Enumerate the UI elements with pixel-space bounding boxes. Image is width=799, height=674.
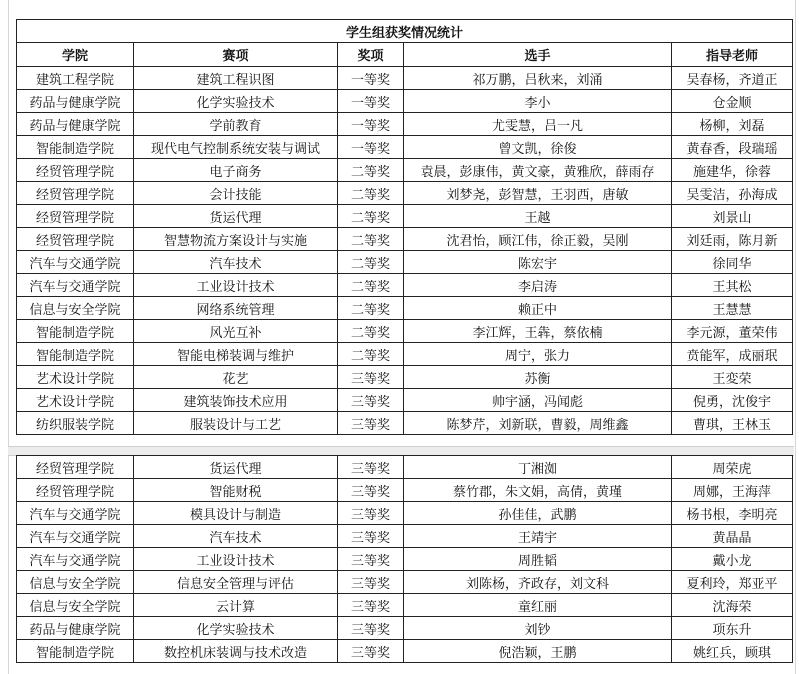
cell-advisors: 项东升 bbox=[672, 617, 793, 640]
table-row bbox=[17, 251, 793, 274]
cell-college: 智能制造学院 bbox=[17, 343, 134, 366]
cell-college: 建筑工程学院 bbox=[17, 67, 134, 90]
cell-contestants: 刘钞 bbox=[404, 617, 672, 640]
cell-advisors: 王慧慧 bbox=[672, 297, 793, 320]
cell-event: 花艺 bbox=[134, 366, 338, 389]
cell-advisors: 沈海荣 bbox=[672, 594, 793, 617]
cell-college: 艺术设计学院 bbox=[17, 366, 134, 389]
cell-contestants: 尤雯慧，吕一凡 bbox=[404, 113, 672, 136]
cell-event: 建筑工程识图 bbox=[134, 67, 338, 90]
cell-advisors: 夏利玲，郑亚平 bbox=[672, 571, 793, 594]
cell-contestants: 王靖宇 bbox=[404, 525, 672, 548]
cell-contestants: 王越 bbox=[404, 205, 672, 228]
cell-event: 现代电气控制系统安装与调试 bbox=[134, 136, 338, 159]
table-row bbox=[17, 159, 793, 182]
cell-advisors: 吴雯洁，孙海成 bbox=[672, 182, 793, 205]
cell-advisors: 刘廷雨，陈月新 bbox=[672, 228, 793, 251]
cell-college: 经贸管理学院 bbox=[17, 205, 134, 228]
table-row bbox=[17, 136, 793, 159]
cell-advisors: 杨书根，李明亮 bbox=[672, 502, 793, 525]
table-row bbox=[17, 502, 793, 525]
cell-college: 药品与健康学院 bbox=[17, 90, 134, 113]
cell-contestants: 倪浩颖，王鹏 bbox=[404, 640, 672, 663]
table-row bbox=[17, 594, 793, 617]
cell-contestants: 周胜韬 bbox=[404, 548, 672, 571]
cell-award: 三等奖 bbox=[338, 412, 404, 435]
table-row bbox=[17, 205, 793, 228]
cell-event: 智能财税 bbox=[134, 479, 338, 502]
cell-contestants: 刘陈杨，齐政存，刘文科 bbox=[404, 571, 672, 594]
cell-advisors: 黄春香，段瑞瑶 bbox=[672, 136, 793, 159]
header-event: 赛项 bbox=[134, 43, 338, 67]
table-title: 学生组获奖情况统计 bbox=[17, 20, 793, 43]
cell-event: 化学实验技术 bbox=[134, 617, 338, 640]
awards-table-page-1 bbox=[16, 19, 793, 435]
table-row bbox=[17, 228, 793, 251]
cell-event: 数控机床装调与技术改造 bbox=[134, 640, 338, 663]
cell-college: 汽车与交通学院 bbox=[17, 251, 134, 274]
table-row bbox=[17, 297, 793, 320]
cell-event: 电子商务 bbox=[134, 159, 338, 182]
cell-advisors: 刘景山 bbox=[672, 205, 793, 228]
cell-event: 学前教育 bbox=[134, 113, 338, 136]
cell-advisors: 施建华，徐蓉 bbox=[672, 159, 793, 182]
cell-event: 汽车技术 bbox=[134, 251, 338, 274]
table-row bbox=[17, 525, 793, 548]
cell-advisors: 曹琪，王林玉 bbox=[672, 412, 793, 435]
table-row bbox=[17, 640, 793, 663]
cell-college: 智能制造学院 bbox=[17, 136, 134, 159]
cell-event: 建筑装饰技术应用 bbox=[134, 389, 338, 412]
cell-event: 服装设计与工艺 bbox=[134, 412, 338, 435]
cell-award: 三等奖 bbox=[338, 456, 404, 479]
table-row bbox=[17, 548, 793, 571]
cell-contestants: 李江辉，王犇，蔡依楠 bbox=[404, 320, 672, 343]
cell-contestants: 周宁，张力 bbox=[404, 343, 672, 366]
cell-college: 信息与安全学院 bbox=[17, 571, 134, 594]
table-row bbox=[17, 320, 793, 343]
cell-advisors: 戴小龙 bbox=[672, 548, 793, 571]
cell-college: 经贸管理学院 bbox=[17, 182, 134, 205]
cell-event: 信息安全管理与评估 bbox=[134, 571, 338, 594]
cell-event: 会计技能 bbox=[134, 182, 338, 205]
cell-award: 二等奖 bbox=[338, 182, 404, 205]
table-row bbox=[17, 412, 793, 435]
cell-event: 云计算 bbox=[134, 594, 338, 617]
cell-award: 三等奖 bbox=[338, 594, 404, 617]
cell-college: 汽车与交通学院 bbox=[17, 548, 134, 571]
cell-award: 三等奖 bbox=[338, 617, 404, 640]
cell-event: 智能电梯装调与维护 bbox=[134, 343, 338, 366]
cell-award: 一等奖 bbox=[338, 90, 404, 113]
cell-contestants: 李小 bbox=[404, 90, 672, 113]
cell-award: 三等奖 bbox=[338, 640, 404, 663]
cell-award: 二等奖 bbox=[338, 251, 404, 274]
cell-college: 汽车与交通学院 bbox=[17, 525, 134, 548]
cell-advisors: 杨柳，刘磊 bbox=[672, 113, 793, 136]
cell-contestants: 沈君怡，顾江伟，徐正毅，吴刚 bbox=[404, 228, 672, 251]
table-row bbox=[17, 479, 793, 502]
cell-award: 二等奖 bbox=[338, 343, 404, 366]
cell-contestants: 曾文凯，徐俊 bbox=[404, 136, 672, 159]
table-body-page-1 bbox=[17, 67, 793, 435]
cell-event: 模具设计与制造 bbox=[134, 502, 338, 525]
cell-contestants: 袁晨，彭康伟，黄文豪，黄雅欣，薛雨存 bbox=[404, 159, 672, 182]
cell-college: 智能制造学院 bbox=[17, 640, 134, 663]
table-row bbox=[17, 389, 793, 412]
cell-contestants: 祁万鹏，吕秋来，刘涌 bbox=[404, 67, 672, 90]
cell-event: 网络系统管理 bbox=[134, 297, 338, 320]
table-body-page-2 bbox=[17, 456, 793, 663]
cell-event: 工业设计技术 bbox=[134, 548, 338, 571]
header-college: 学院 bbox=[17, 43, 134, 67]
cell-college: 经贸管理学院 bbox=[17, 159, 134, 182]
cell-event: 风光互补 bbox=[134, 320, 338, 343]
table-row bbox=[17, 617, 793, 640]
cell-advisors: 姚红兵，顾琪 bbox=[672, 640, 793, 663]
cell-college: 智能制造学院 bbox=[17, 320, 134, 343]
cell-contestants: 李启涛 bbox=[404, 274, 672, 297]
cell-advisors: 周荣虎 bbox=[672, 456, 793, 479]
cell-advisors: 王変荣 bbox=[672, 366, 793, 389]
cell-advisors: 倪勇，沈俊宇 bbox=[672, 389, 793, 412]
cell-contestants: 苏衡 bbox=[404, 366, 672, 389]
table-row bbox=[17, 366, 793, 389]
cell-award: 三等奖 bbox=[338, 571, 404, 594]
cell-contestants: 丁湘洳 bbox=[404, 456, 672, 479]
cell-event: 汽车技术 bbox=[134, 525, 338, 548]
cell-college: 信息与安全学院 bbox=[17, 594, 134, 617]
cell-event: 化学实验技术 bbox=[134, 90, 338, 113]
cell-award: 一等奖 bbox=[338, 113, 404, 136]
header-award: 奖项 bbox=[338, 43, 404, 67]
cell-award: 三等奖 bbox=[338, 479, 404, 502]
header-row bbox=[17, 43, 793, 67]
table-row bbox=[17, 67, 793, 90]
table-row bbox=[17, 90, 793, 113]
cell-college: 药品与健康学院 bbox=[17, 113, 134, 136]
cell-advisors: 吴春杨，齐道正 bbox=[672, 67, 793, 90]
header-advisors: 指导老师 bbox=[672, 43, 793, 67]
cell-award: 二等奖 bbox=[338, 228, 404, 251]
cell-advisors: 王其松 bbox=[672, 274, 793, 297]
cell-advisors: 贲能军，成丽珉 bbox=[672, 343, 793, 366]
cell-contestants: 帅宇涵，冯闻彪 bbox=[404, 389, 672, 412]
cell-advisors: 仓金顺 bbox=[672, 90, 793, 113]
cell-event: 工业设计技术 bbox=[134, 274, 338, 297]
cell-contestants: 蔡竹郡，朱文娟，高倩，黄瑾 bbox=[404, 479, 672, 502]
cell-advisors: 李元源，董荣伟 bbox=[672, 320, 793, 343]
cell-award: 二等奖 bbox=[338, 320, 404, 343]
header-contestants: 选手 bbox=[404, 43, 672, 67]
cell-college: 汽车与交通学院 bbox=[17, 274, 134, 297]
cell-contestants: 孙佳佳，武鹏 bbox=[404, 502, 672, 525]
cell-event: 智慧物流方案设计与实施 bbox=[134, 228, 338, 251]
cell-college: 信息与安全学院 bbox=[17, 297, 134, 320]
cell-award: 三等奖 bbox=[338, 502, 404, 525]
cell-event: 货运代理 bbox=[134, 456, 338, 479]
cell-college: 药品与健康学院 bbox=[17, 617, 134, 640]
cell-event: 货运代理 bbox=[134, 205, 338, 228]
cell-contestants: 刘梦尧，彭智慧，王羽西，唐敏 bbox=[404, 182, 672, 205]
cell-award: 一等奖 bbox=[338, 136, 404, 159]
cell-college: 纺织服装学院 bbox=[17, 412, 134, 435]
cell-award: 三等奖 bbox=[338, 548, 404, 571]
table-title-row bbox=[17, 20, 793, 43]
cell-college: 汽车与交通学院 bbox=[17, 502, 134, 525]
table-row bbox=[17, 182, 793, 205]
awards-table-page-2 bbox=[16, 455, 793, 663]
cell-award: 二等奖 bbox=[338, 274, 404, 297]
cell-award: 三等奖 bbox=[338, 366, 404, 389]
cell-college: 经贸管理学院 bbox=[17, 228, 134, 251]
table-row bbox=[17, 456, 793, 479]
cell-college: 艺术设计学院 bbox=[17, 389, 134, 412]
table-row bbox=[17, 343, 793, 366]
cell-college: 经贸管理学院 bbox=[17, 479, 134, 502]
cell-award: 二等奖 bbox=[338, 297, 404, 320]
cell-contestants: 陈梦芹，刘新联，曹毅，周维鑫 bbox=[404, 412, 672, 435]
cell-contestants: 陈宏宇 bbox=[404, 251, 672, 274]
cell-college: 经贸管理学院 bbox=[17, 456, 134, 479]
table-row bbox=[17, 571, 793, 594]
cell-contestants: 赖正中 bbox=[404, 297, 672, 320]
cell-award: 二等奖 bbox=[338, 205, 404, 228]
cell-award: 一等奖 bbox=[338, 67, 404, 90]
table-row bbox=[17, 274, 793, 297]
cell-contestants: 童红丽 bbox=[404, 594, 672, 617]
cell-award: 三等奖 bbox=[338, 525, 404, 548]
table-row bbox=[17, 113, 793, 136]
cell-advisors: 周娜，王海萍 bbox=[672, 479, 793, 502]
cell-advisors: 黄晶晶 bbox=[672, 525, 793, 548]
cell-award: 二等奖 bbox=[338, 159, 404, 182]
cell-award: 三等奖 bbox=[338, 389, 404, 412]
cell-advisors: 徐同华 bbox=[672, 251, 793, 274]
